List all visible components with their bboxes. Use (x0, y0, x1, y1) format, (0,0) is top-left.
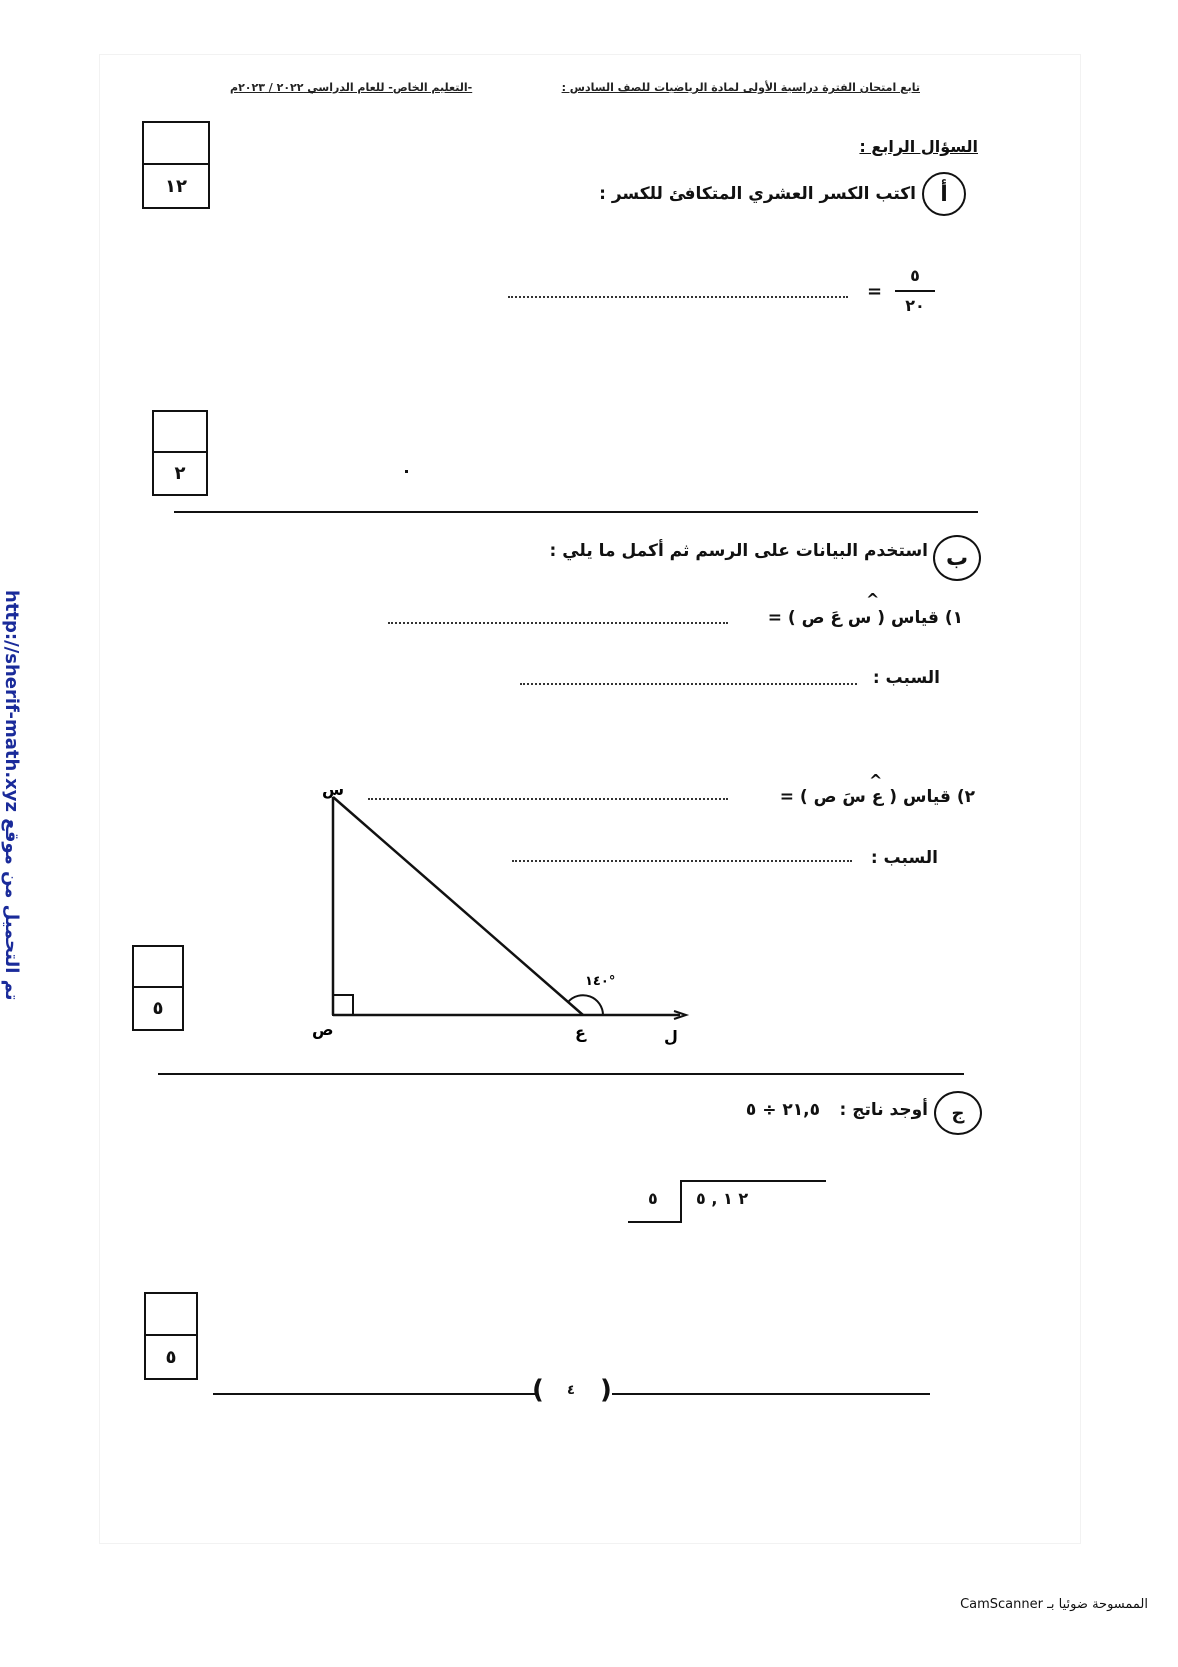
divisor-value: ٥ (648, 1189, 658, 1208)
scanner-note: الممسوحة ضوئيا بـ CamScanner (960, 1597, 1148, 1612)
score-blank (154, 412, 206, 453)
part-a-score: ٢ (174, 463, 186, 484)
label-lam: ل (664, 1027, 678, 1046)
header-left: -التعليم الخاص- للعام الدراسي ٢٠٢٢ / ٢٠٢٣م (230, 81, 473, 94)
item2-label: ٢) قياس ( ع سَ ص ) = (779, 787, 975, 807)
part-a-score-box (152, 410, 208, 496)
side-watermark-text: تم التحميل من موقع http://sherif-math.xyz (1, 590, 22, 1001)
angle-label: ١٤٠° (585, 974, 616, 989)
stray-dot (405, 470, 408, 473)
score-blank (134, 947, 182, 988)
part-a-badge (922, 172, 966, 216)
footer-line-right (612, 1393, 930, 1395)
score-blank (146, 1294, 196, 1336)
divider-1 (174, 511, 978, 513)
part-a-instruction: اكتب الكسر العشري المتكافئ للكسر : (599, 184, 916, 204)
part-a-letter: أ (940, 181, 948, 207)
dividend-value: ٢ ١ , ٥ (696, 1189, 749, 1208)
part-b-badge (933, 535, 981, 581)
label-ain: ع (575, 1023, 586, 1042)
division-expression: ٢١,٥ ÷ ٥ (745, 1100, 820, 1120)
question-title: السؤال الرابع : (859, 137, 978, 156)
part-c-score: ٥ (165, 1346, 177, 1368)
reason1-label: السبب : (872, 668, 940, 688)
triangle-figure (300, 770, 710, 1060)
page-number: ٤ (567, 1383, 575, 1398)
score-blank (144, 123, 208, 165)
part-c-letter: ج (951, 1102, 965, 1124)
answer-a-field[interactable] (508, 296, 848, 298)
answer-b1-field[interactable] (388, 622, 728, 624)
divider-2 (158, 1073, 964, 1075)
part-c-score-box (144, 1292, 198, 1380)
total-score-box (142, 121, 210, 209)
label-sad: ص (312, 1020, 334, 1039)
right-angle-icon (333, 995, 353, 1015)
page-paren-left: ( (532, 1375, 544, 1405)
item2-hat: ^ (869, 771, 883, 790)
header-right: تابع امتحان الفترة دراسية الأولى لمادة الرياضيات للصف السادس : (561, 81, 920, 94)
item1-label: ١) قياس ( س عَ ص ) = (767, 608, 963, 628)
part-c-badge (934, 1091, 982, 1135)
page-paren-right: ) (600, 1375, 612, 1405)
part-b-score-box (132, 945, 184, 1031)
part-c-instruction: أوجد ناتج : (839, 1100, 928, 1120)
equals-sign: = (867, 281, 883, 302)
fraction-denominator: ٢٠ (905, 296, 925, 315)
hypotenuse (333, 797, 583, 1015)
fraction-numerator: ٥ (910, 266, 920, 285)
part-b-letter: ب (945, 545, 969, 571)
item1-hat: ^ (866, 590, 880, 609)
division-top-bar (680, 1180, 826, 1182)
part-b-score: ٥ (152, 998, 164, 1019)
footer-line-left (213, 1393, 535, 1395)
part-b-instruction: استخدم البيانات على الرسم ثم أكمل ما يلي : (549, 541, 928, 561)
divisor-underline (628, 1221, 682, 1223)
division-bracket (680, 1180, 682, 1222)
total-score-value: ١٢ (165, 175, 187, 197)
reason2-label: السبب : (870, 848, 938, 868)
side-watermark (1, 590, 22, 1001)
label-s: س (322, 780, 345, 799)
fraction-bar (895, 290, 935, 292)
reason1-field[interactable] (520, 683, 857, 685)
